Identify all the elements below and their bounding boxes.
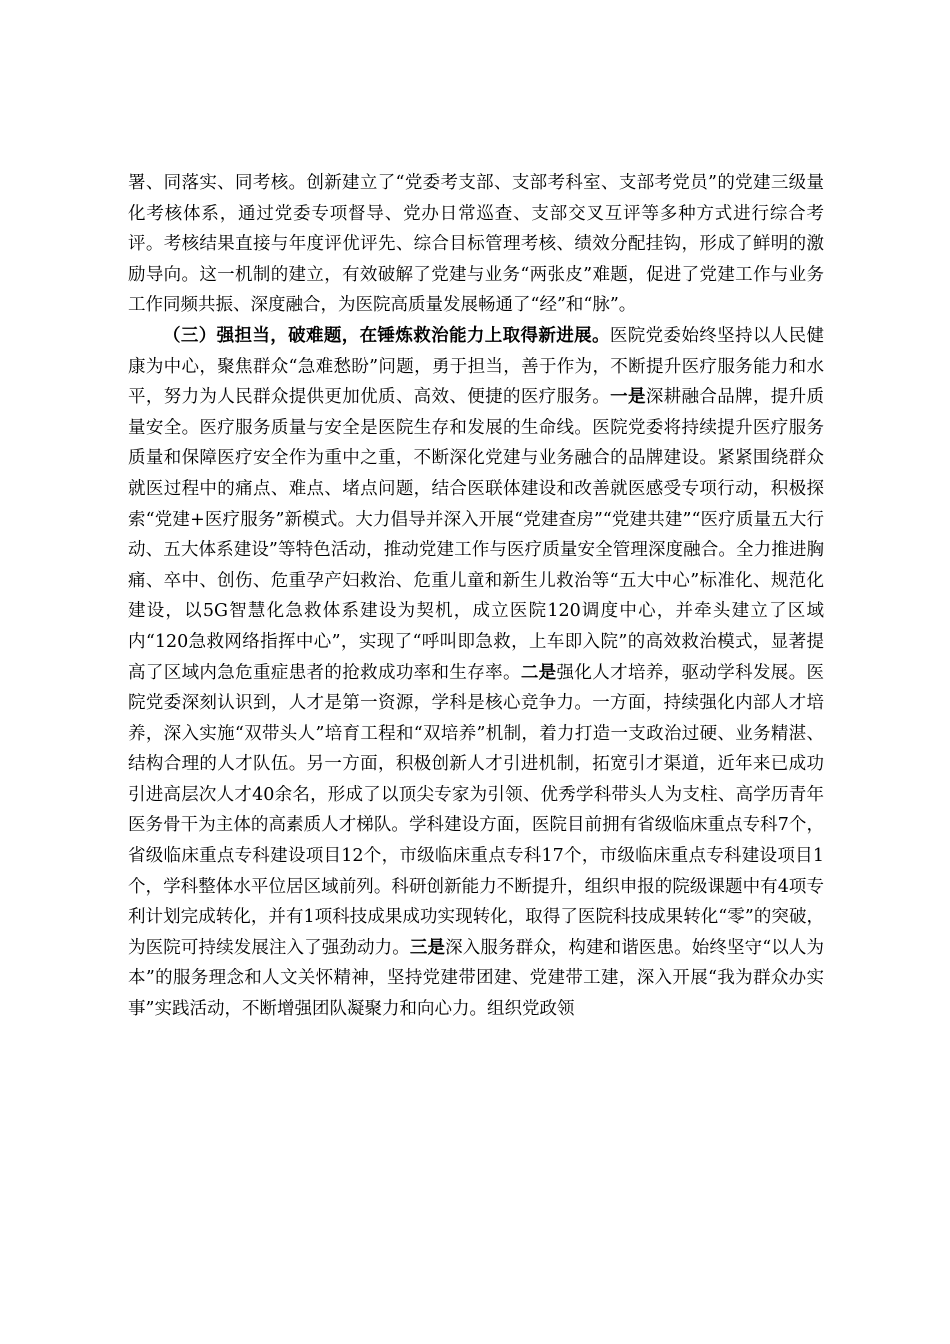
paragraph-1 xyxy=(128,168,824,321)
paragraph-2-part-3: 深入服务群众，构建和谐医患。始终坚守“以人为本”的服务理念和人文关怀精神，坚持党建带团建、党建带工建，深入开展“我为群众办实事”实践活动，不断增强团队凝聚力和向心力。组织党政领 xyxy=(128,937,825,1020)
point-marker-3: 三是 xyxy=(409,937,446,958)
section-heading: （三）强担当，破难题，在锤炼救治能力上取得新进展。 xyxy=(163,325,610,346)
paragraph-2-intro: 医院党委始终坚持以人民健康为中心，聚焦群众“急难愁盼”问题，勇于担当，善于作为，不断提升医疗服务能力和水平，努力为人民群众提供更加优质、高效、便捷的医疗服务。 xyxy=(128,325,824,408)
paragraph-2 xyxy=(128,321,824,1025)
point-marker-1: 一是 xyxy=(610,387,646,408)
document-body xyxy=(128,168,824,1025)
paragraph-1-text: 署、同落实、同考核。创新建立了“党委考支部、支部考科室、支部考党员”的党建三级量化考核体系，通过党委专项督导、党办日常巡查、支部交叉互评等多种方式进行综合考评。考核结果直接与年度评优评先、综合目标管理考核、绩效分配挂钩，形成了鲜明的激励导向。这一机制的建立，有效破解了党建与业务“两张皮”难题，促进了党建工作与业务工作同频共振、深度融合，为医院高质量发展畅通了“经”和“脉”。 xyxy=(128,173,824,316)
paragraph-2-part-1: 深耕融合品牌，提升质量安全。医疗服务质量与安全是医院生存和发展的生命线。医院党委将持续提升医疗服务质量和保障医疗安全作为重中之重，不断深化党建与业务融合的品牌建设。紧紧围绕群众就医过程中的痛点、难点、堵点问题，结合医联体建设和改善就医感受专项行动，积极探索“党建+医疗服务”新模式。大力倡导并深入开展“党建查房”“党建共建”“医疗质量五大行动、五大体系建设”等特色活动，推动党建工作与医疗质量安全管理深度融合。全力推进胸痛、卒中、创伤、危重孕产妇救治、危重儿童和新生儿救治等“五大中心”标准化、规范化建设，以5G智慧化急救体系建设为契机，成立医院120调度中心，并牵头建立了区域内“120急救网络指挥中心”，实现了“呼叫即急救，上车即入院”的高效救治模式，显著提高了区域内急危重症患者的抢救成功率和生存率。 xyxy=(128,387,825,683)
paragraph-2-part-2: 强化人才培养，驱动学科发展。医院党委深刻认识到，人才是第一资源，学科是核心竞争力。一方面，持续强化内部人才培养，深入实施“双带头人”培育工程和“双培养”机制，着力打造一支政治过硬、业务精湛、结构合理的人才队伍。另一方面，积极创新人才引进机制，拓宽引才渠道，近年来已成功引进高层次人才40余名，形成了以顶尖专家为引领、优秀学科带头人为支柱、高学历青年医务骨干为主体的高素质人才梯队。学科建设方面，医院目前拥有省级临床重点专科7个，省级临床重点专科建设项目12个，市级临床重点专科17个，市级临床重点专科建设项目1个，学科整体水平位居区域前列。科研创新能力不断提升，组织申报的院级课题中有4项专利计划完成转化，并有1项科技成果成功实现转化，取得了医院科技成果转化“零”的突破，为医院可持续发展注入了强劲动力。 xyxy=(128,662,825,958)
point-marker-2: 二是 xyxy=(520,662,557,683)
